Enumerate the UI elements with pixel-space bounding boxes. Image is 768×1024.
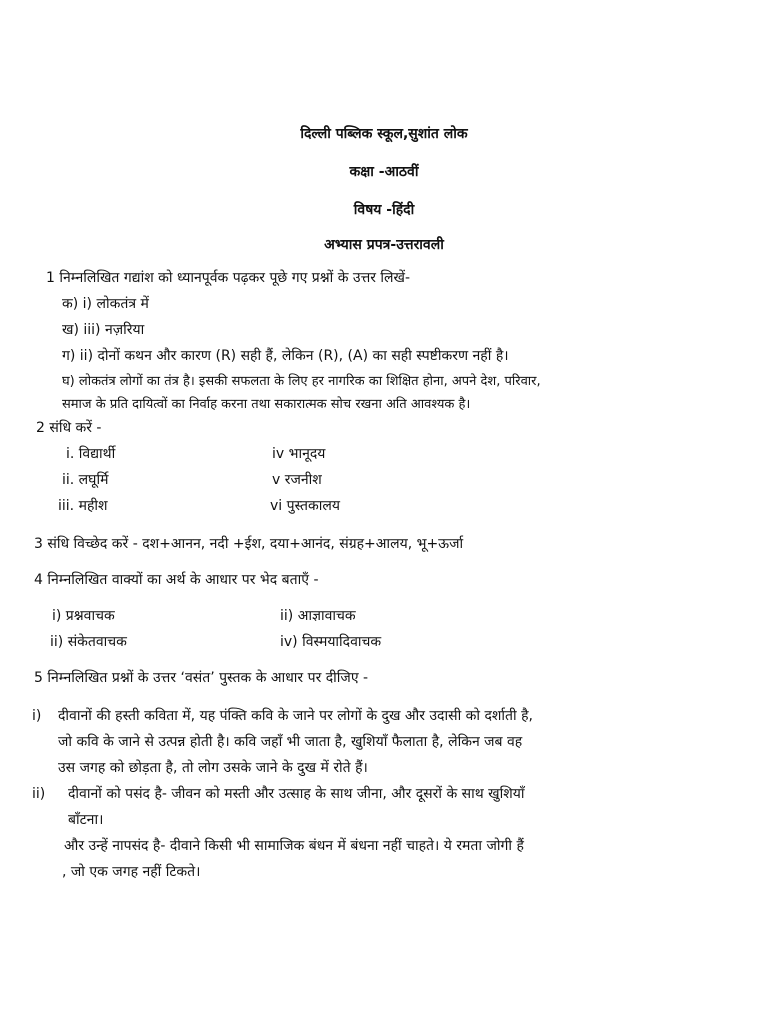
q5-ii-line: दीवानों को पसंद है- जीवन को मस्ती और उत्साह के साथ जीना, और दूसरों के साथ खुशियाँ <box>68 786 525 802</box>
school-name: दिल्ली पब्लिक स्कूल,सुशांत लोक <box>300 126 468 142</box>
q2-heading: 2 संधि करें - <box>36 420 102 436</box>
worksheet-title: अभ्यास प्रपत्र-उत्तरावली <box>324 237 444 253</box>
q2-left-item: ii. लघूर्मि <box>62 472 109 488</box>
q5-i-line: जो कवि के जाने से उत्पन्न होती है। कवि जहाँ भी जाता है, खुशियाँ फैलाता है, लेकिन जब वह <box>58 734 523 750</box>
q5-i-marker: i) <box>32 708 42 724</box>
q5-ii-marker: ii) <box>32 786 46 802</box>
q5-ii-line: बाँटना। <box>68 812 104 828</box>
q4-right-item: ii) आज्ञावाचक <box>280 608 356 624</box>
q4-heading: 4 निम्नलिखित वाक्यों का अर्थ के आधार पर भेद बताएँ - <box>34 572 319 588</box>
q4-right-item: iv) विस्मयादिवाचक <box>280 634 382 650</box>
q1-heading: 1 निम्नलिखित गद्यांश को ध्यानपूर्वक पढ़कर पूछे गए प्रश्नों के उत्तर लिखें- <box>46 270 411 286</box>
subject-label: विषय -हिंदी <box>353 202 415 218</box>
q5-heading: 5 निम्नलिखित प्रश्नों के उत्तर ‘वसंत’ पुस्तक के आधार पर दीजिए - <box>34 670 369 686</box>
q1-answer-b: ख) iii) नज़रिया <box>62 322 145 338</box>
q5-i-line: उस जगह को छोड़ता है, तो लोग उसके जाने के दुख में रोते हैं। <box>58 760 368 776</box>
q2-left-item: iii. महीश <box>58 498 108 514</box>
q2-right-item: vi पुस्तकालय <box>270 498 340 514</box>
q5-ii-line: और उन्हें नापसंद है- दीवाने किसी भी सामाजिक बंधन में बंधना नहीं चाहते। ये रमता जोगी हैं <box>64 838 524 854</box>
q2-right-item: iv भानूदय <box>272 446 326 462</box>
q4-left-item: ii) संकेतवाचक <box>50 634 127 650</box>
q5-ii-line: , जो एक जगह नहीं टिकते। <box>62 864 201 880</box>
q5-i-line: दीवानों की हस्ती कविता में, यह पंक्ति कवि के जाने पर लोगों के दुख और उदासी को दर्शाती है, <box>58 708 533 724</box>
q1-answer-d-line2: समाज के प्रति दायित्वों का निर्वाह करना तथा सकारात्मक सोच रखना अति आवश्यक है। <box>62 397 471 412</box>
q1-answer-d-line1: घ) लोकतंत्र लोगों का तंत्र है। इसकी सफलता के लिए हर नागरिक का शिक्षित होना, अपने देश, परिवार, <box>62 374 541 389</box>
q1-answer-a: क) i) लोकतंत्र में <box>62 296 149 312</box>
q1-answer-c: ग) ii) दोनों कथन और कारण (R) सही हैं, लेकिन (R), (A) का सही स्पष्टीकरण नहीं है। <box>62 348 509 364</box>
q2-left-item: i. विद्यार्थी <box>66 446 116 462</box>
q2-right-item: v रजनीश <box>272 472 322 488</box>
class-label: कक्षा -आठवीं <box>349 164 419 180</box>
q3-text: 3 संधि विच्छेद करें - दश+आनन, नदी +ईश, दया+आनंद, संग्रह+आलय, भू+ऊर्जा <box>34 536 464 552</box>
q4-left-item: i) प्रश्नवाचक <box>52 608 115 624</box>
